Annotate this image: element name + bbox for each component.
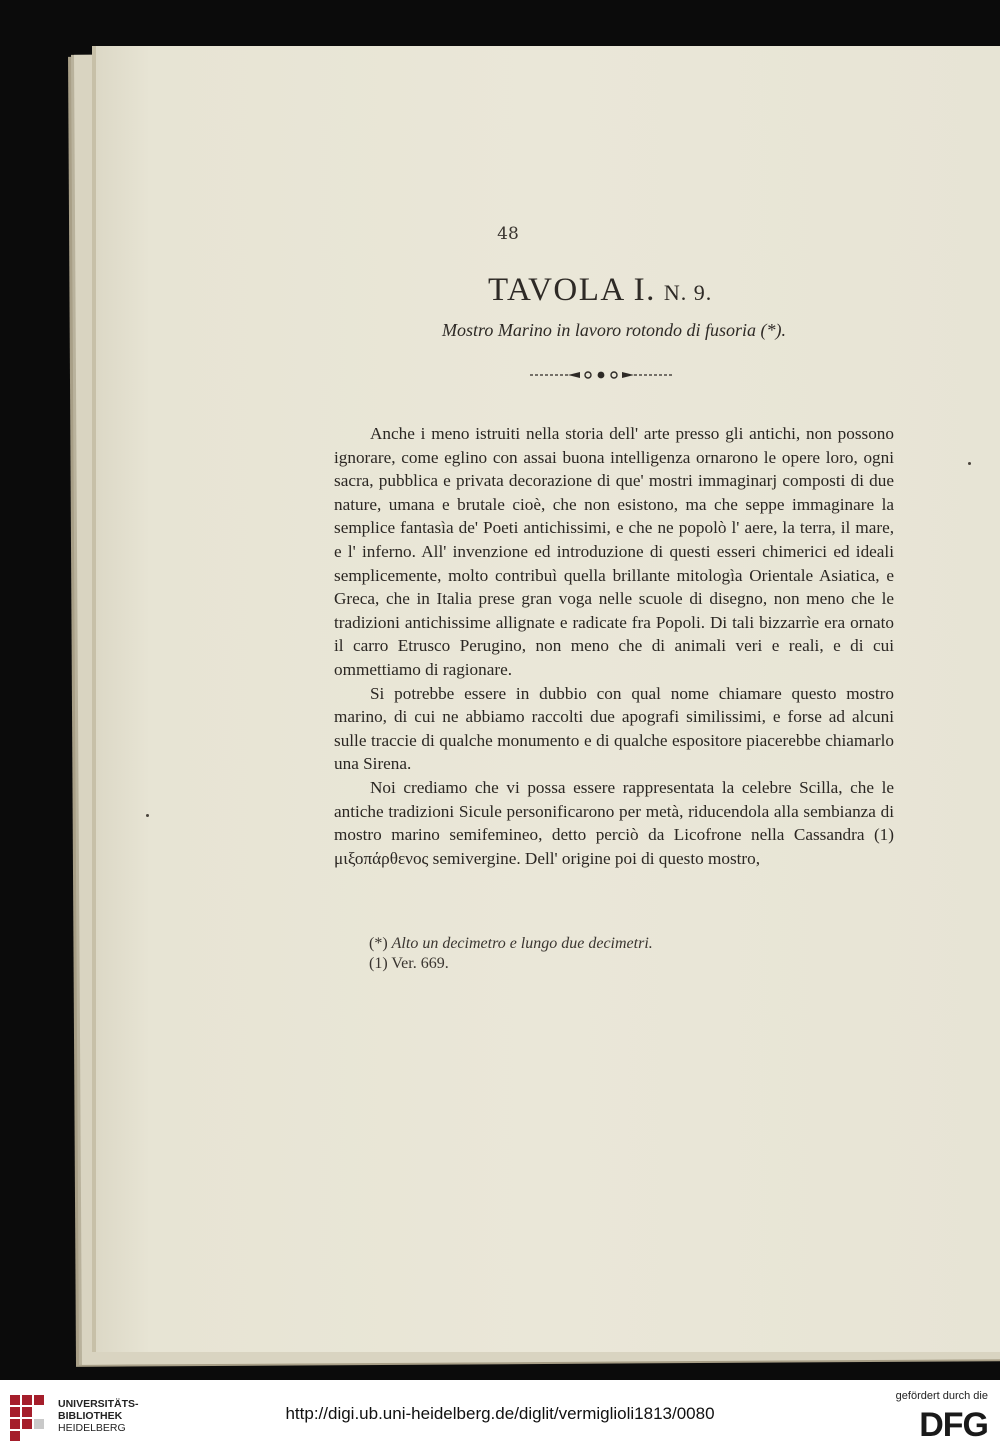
paragraph: Si potrebbe essere in dubbio con qual nome chiamare questo mostro marino, di cui ne abbiamo raccolti due apografi similissimi, e forse ad alcuni sulle traccie di qualche monumento e di qualche espositore piacerebbe chiamarlo una Sirena. — [334, 683, 894, 774]
paper-speck — [146, 814, 149, 817]
body-text — [334, 422, 894, 870]
title-number: N. 9. — [663, 280, 713, 305]
footer-bar — [0, 1380, 1000, 1453]
dfg-logo: DFG — [919, 1406, 988, 1444]
title-text: TAVOLA I. — [488, 272, 656, 308]
library-name-line: BIBLIOTHEK — [58, 1410, 123, 1422]
footnote-mark: (*) — [369, 935, 388, 952]
paragraph: Anche i meno istruiti nella storia dell' arte presso gli antichi, non possono ignorare, come eglino con assai buona intelligenza ornarono le opere loro, ogni sacra, pubblica e privata decorazione di que' mostri immaginarj composti di due nature, umana e brutale cioè, che non esistono, ma che seppe immaginare la semplice fantasìa de' Poeti antichissimi, e che ne popolò l' aere, la terra, il mare, e l' inferno. All' invenzione ed introduzione di questi esseri chimerici ed ideali semplicemente, molto contribuì quella brillante mitologìa Orientale Asiatica, e Greca, che in Italia prese gran voga nelle scuole di disegno, non meno che le tradizioni antichissime allignate e radicate fra Popoli. Di tali bizzarrìe era ornato il carro Etrusco Perugino, non meno che di animali veri e reali, e di cui ommettiamo di ragionare. — [334, 424, 894, 679]
footnote-mark: (1) — [369, 955, 388, 972]
footnotes — [369, 934, 789, 974]
page-number: 48 — [497, 224, 519, 244]
page-subtitle: Mostro Marino in lavoro rotondo di fusoria (*). — [441, 320, 786, 340]
paragraph: Noi crediamo che vi possa essere rappresentata la celebre Scilla, che le antiche tradizioni Sicule personificarono per metà, riducendola alla sembianza di mostro marino semifemineo, detto perciò da Licofrone nella Cassandra (1) μιξοπάρθενος semivergine. Dell' origine poi di questo mostro, — [334, 777, 894, 868]
footnote — [369, 954, 789, 974]
footnote — [369, 934, 789, 954]
paper-speck — [968, 462, 971, 465]
library-name-line: UNIVERSITÄTS- — [58, 1398, 139, 1410]
page-title — [488, 272, 712, 309]
footnote-text: Alto un decimetro e lungo due decimetri. — [391, 935, 653, 952]
typographic-ornament-icon — [528, 370, 674, 380]
permalink-url[interactable]: http://digi.ub.uni-heidelberg.de/diglit/vermiglioli1813/0080 — [285, 1404, 715, 1423]
funded-by-label: gefördert durch die — [895, 1390, 988, 1402]
footnote-text: Ver. 669. — [391, 955, 449, 972]
library-name-line: HEIDELBERG — [58, 1422, 126, 1434]
